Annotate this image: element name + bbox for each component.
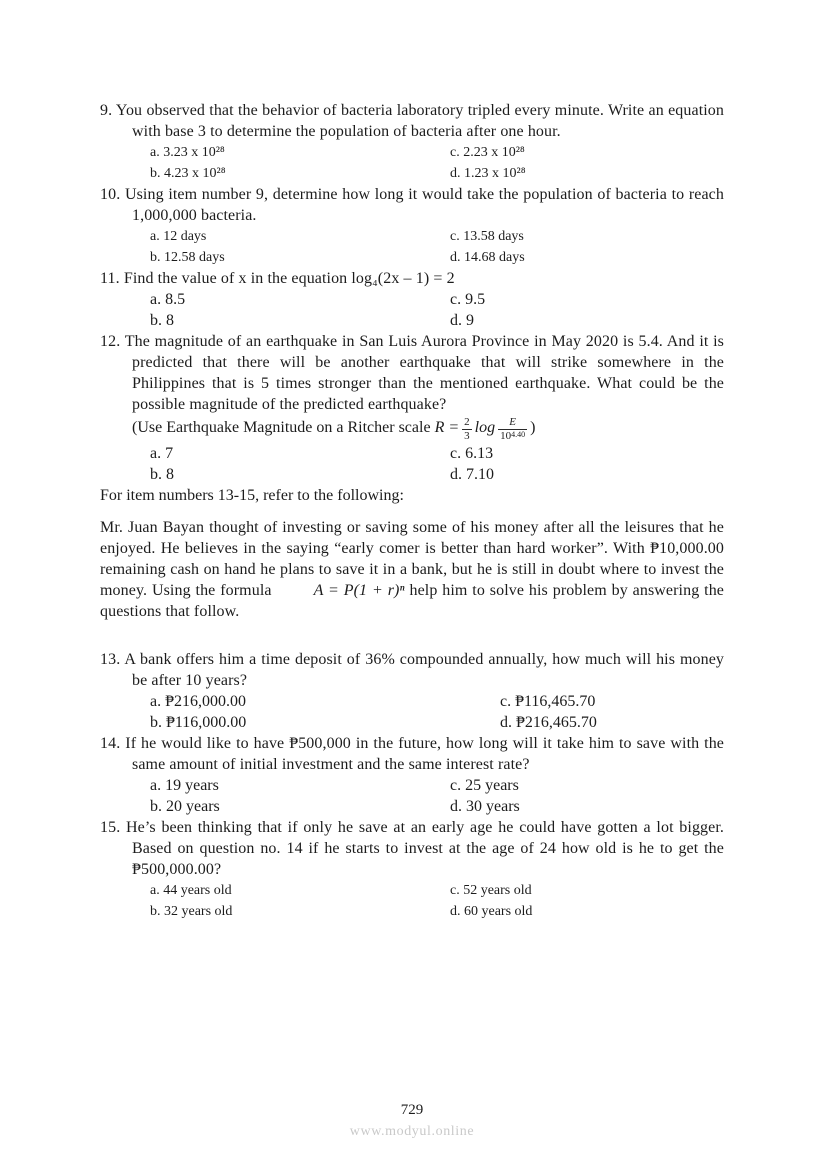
section-note: For item numbers 13-15, refer to the following: xyxy=(100,486,404,504)
fraction-denominator xyxy=(498,430,527,443)
question-text: Using item number 9, determine how long it would take the population of bacteria to reach 1,000,000 bacteria. xyxy=(124,186,724,224)
option-a: a. 8.5 xyxy=(150,291,186,308)
watermark: www.modyul.online xyxy=(349,1124,475,1139)
option-a: a. 44 years old xyxy=(150,882,232,898)
options-grid xyxy=(150,289,724,331)
option-b: b. 32 years old xyxy=(150,903,233,919)
option-a: a. 19 years xyxy=(150,776,219,794)
option-c: c. 52 years old xyxy=(450,882,532,898)
denominator-base: 10 xyxy=(500,430,512,442)
option-c: c. 6.13 xyxy=(450,444,494,462)
question-15 xyxy=(100,817,724,922)
passage-text-1: Mr. Juan Bayan thought of investing or saving some of his money after all the leisures that he enjoyed. He believes in the saying “early comer is better than hard worker”. With ₱10,000.00 remaining cash on hand he plans to save it in a bank, but he is still in doubt where to invest the money. Using the formula xyxy=(100,518,724,599)
question-14 xyxy=(100,733,724,817)
fraction-two-thirds xyxy=(462,416,472,442)
question-stem xyxy=(100,100,724,142)
option-a: a. 12 days xyxy=(150,229,207,244)
option-c: c. 13.58 days xyxy=(450,229,524,244)
question-text: He’s been thinking that if only he save at an early age he could have gotten a lot bigger. Based on question no. 14 if he starts to invest at the age of 24 how old is he to get the ₱500,000.00? xyxy=(126,818,724,878)
options-grid xyxy=(150,775,724,817)
option-b: b. 12.58 days xyxy=(150,250,225,265)
option-d: d. 7.10 xyxy=(450,465,494,483)
option-a: a. ₱216,000.00 xyxy=(150,692,246,710)
question-text: You observed that the behavior of bacteria laboratory tripled every minute. Write an equation with base 3 to determine the population of bacteria after one hour. xyxy=(115,102,724,140)
formula-log: log xyxy=(474,419,496,436)
question-10 xyxy=(100,184,724,268)
question-stem xyxy=(100,649,724,691)
options-grid xyxy=(150,443,724,485)
formula-suffix: ) xyxy=(530,419,536,436)
question-9 xyxy=(100,100,724,184)
question-11 xyxy=(100,268,724,331)
option-b: b. ₱116,000.00 xyxy=(150,713,247,731)
option-d: d. 1.23 x 10²⁸ xyxy=(450,166,526,181)
page-number: 729 xyxy=(400,1102,424,1118)
option-c: c. 25 years xyxy=(450,776,519,794)
question-stem xyxy=(100,268,724,289)
fraction-numerator: E xyxy=(498,416,527,430)
question-13 xyxy=(100,649,724,733)
denominator-exponent: 4.40 xyxy=(511,430,526,439)
richter-formula xyxy=(132,415,724,443)
formula-prefix: (Use Earthquake Magnitude on a Ritcher scale xyxy=(132,419,435,436)
option-b: b. 20 years xyxy=(150,797,220,815)
passage xyxy=(100,517,724,622)
option-a: a. 7 xyxy=(150,444,174,462)
option-c: c. ₱116,465.70 xyxy=(500,692,596,710)
question-number: 11. xyxy=(100,270,120,287)
compound-interest-formula: A = P(1 + r)ⁿ xyxy=(313,581,405,599)
option-c: c. 2.23 x 10²⁸ xyxy=(450,145,525,160)
option-b: b. 8 xyxy=(150,465,174,483)
question-number: 9. xyxy=(100,102,113,119)
option-b: b. 4.23 x 10²⁸ xyxy=(150,166,226,181)
fraction-numerator: 2 xyxy=(464,416,470,429)
question-number: 12. xyxy=(100,333,121,350)
passage-text-2: help him to solve his problem by answering the questions that follow. xyxy=(100,581,724,620)
formula-lhs: R = xyxy=(434,419,460,436)
question-number: 13. xyxy=(100,650,121,668)
question-stem xyxy=(100,331,724,415)
fraction-energy xyxy=(498,416,527,442)
question-12 xyxy=(100,331,724,485)
option-a: a. 3.23 x 10²⁸ xyxy=(150,145,225,160)
option-b: b. 8 xyxy=(150,312,174,329)
question-stem xyxy=(100,817,724,880)
question-text: Find the value of x in the equation log₄(2x – 1) = 2 xyxy=(123,270,455,287)
options-grid xyxy=(150,142,724,184)
option-d: d. 30 years xyxy=(450,797,520,815)
options-grid xyxy=(150,691,724,733)
options-grid xyxy=(150,880,724,922)
option-d: d. 9 xyxy=(450,312,474,329)
question-number: 15. xyxy=(100,818,121,836)
question-text: The magnitude of an earthquake in San Luis Aurora Province in May 2020 is 5.4. And it is predicted that there will be another earthquake that will strike somewhere in the Philippines that is 5 times stronger than the mentioned earthquake. What could be the possible magnitude of the predicted earthquake? xyxy=(124,333,724,413)
fraction-denominator: 3 xyxy=(464,430,470,442)
question-text: If he would like to have ₱500,000 in the future, how long will it take him to save with the same amount of initial investment and the same interest rate? xyxy=(125,734,725,773)
question-number: 14. xyxy=(100,734,121,752)
question-number: 10. xyxy=(100,186,121,203)
option-d: d. 60 years old xyxy=(450,903,533,919)
option-d: d. 14.68 days xyxy=(450,250,525,265)
options-grid xyxy=(150,226,724,268)
option-c: c. 9.5 xyxy=(450,291,486,308)
question-stem xyxy=(100,733,724,775)
question-stem xyxy=(100,184,724,226)
page-footer xyxy=(100,1099,724,1143)
option-d: d. ₱216,465.70 xyxy=(500,713,597,731)
question-text: A bank offers him a time deposit of 36% compounded annually, how much will his money be after 10 years? xyxy=(124,650,725,689)
